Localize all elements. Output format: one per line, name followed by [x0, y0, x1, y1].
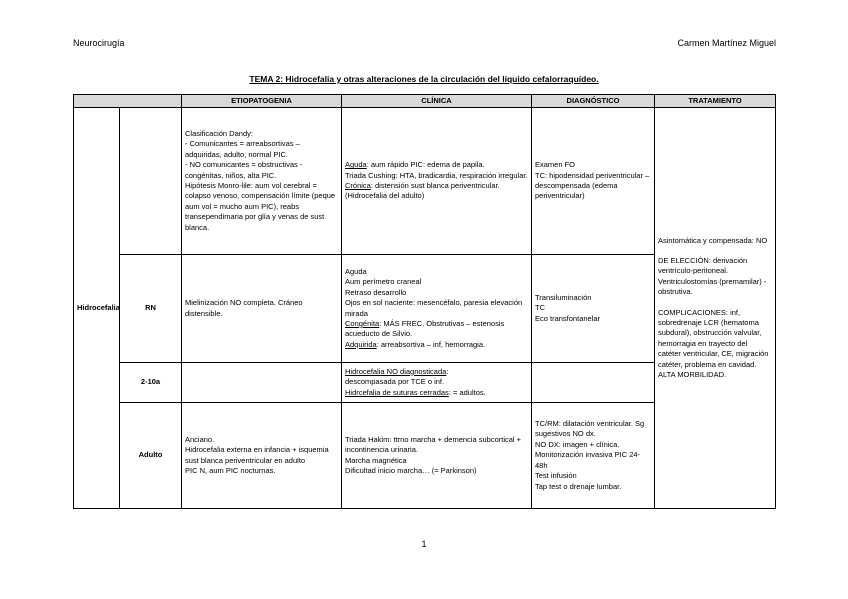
summary-table [73, 94, 776, 509]
header-author: Carmen Martínez Miguel [677, 38, 776, 48]
adulto-clinica: Triada Hakim: ttrno marcha + demencia subcortical + incontinencia urinaria. Marcha magnética Dificultad inicio marcha… (= Parkinson) [342, 403, 532, 509]
rn-etiopatogenia: Mielinización NO completa. Cráneo distensible. [182, 255, 342, 363]
general-clinica: Aguda: aum rápido PIC: edema de papila. Triada Cushing: HTA, bradicardia, respiración irregular. Crónica: distensión sust blanca periventricular. (Hidrocefalia del adulto) [342, 108, 532, 255]
col-header-clinica: CLÍNICA [342, 95, 532, 108]
table-header-row [74, 95, 776, 108]
rn-diagnostico: Transiluminación TC Eco transfontanelar [532, 255, 655, 363]
adulto-etiopatogenia: Anciano. Hidrocefalia externa en infancia + isquemia sust blanca periventricular en adulto PIC N, aum PIC nocturnas. [182, 403, 342, 509]
col-header-diagnostico: DIAGNÓSTICO [532, 95, 655, 108]
rn-label: RN [120, 255, 182, 363]
table-row-general [74, 108, 776, 255]
adulto-diagnostico: TC/RM: dilatación ventricular. Sg sugestivos NO dx. NO DX: imagen + clínica. Monitorización invasiva PIC 24-48h Test infusión Tap test o drenaje lumbar. [532, 403, 655, 509]
age-label: 2-10a [120, 363, 182, 403]
col-header-etiopatogenia: ETIOPATOGENIA [182, 95, 342, 108]
adulto-label: Adulto [120, 403, 182, 509]
document-title: TEMA 2: Hidrocefalia y otras alteraciones de la circulación del líquido cefalorraquídeo. [249, 74, 599, 84]
age-clinica: Hidrocefalia NO diagnosticada: descompasada por TCE o inf. Hidrcefalia de suturas cerradas: = adultos. [342, 363, 532, 403]
age-etiopatogenia [182, 363, 342, 403]
general-label-cell [120, 108, 182, 255]
general-diagnostico: Examen FO TC: hipodensidad periventricular – descompensada (edema periventricular) [532, 108, 655, 255]
header-subject: Neurocirugía [73, 38, 125, 48]
rn-clinica: Aguda Aum perímetro craneal Retraso desarrollo Ojos en sol naciente: mesencéfalo, paresia elevación mirada Congénita: MÁS FREC. Obstrutivas – estenosis acueducto de Silvio. Adquirida: arreabsortiva – inf, hemorragia. [342, 255, 532, 363]
row-group-label: Hidrocefalia [74, 108, 120, 509]
header-blank-cell [74, 95, 182, 108]
general-etiopatogenia: Clasificación Dandy: - Comunicantes = arreabsortivas – adquiridas, adulto, normal PIC. - NO comunicantes = obstructivas - congénitas, niños, alta PIC. Hipótesis Monro-lile: aum vol cerebral = colapso venoso, compensación límite (peque aum vol = mucho aum PIC), reabs transependimaria por glía y venas de sust blanca. [182, 108, 342, 255]
tratamiento-cell: Asintomática y compensada: NO DE ELECCIÓN: derivación ventrículo-peritoneal. Ventriculostomías (premamilar) - obstrutiva. COMPLICACIONES: inf, sobredrenaje LCR (hematoma subdural), obstrucción valvular, hemorragia en trayecto del catéter ventricular, CE, migración catéter, problema en cavidad. ALTA MORBILIDAD. [655, 108, 776, 509]
col-header-tratamiento: TRATAMIENTO [655, 95, 776, 108]
page-number: 1 [421, 539, 427, 549]
age-diagnostico [532, 363, 655, 403]
